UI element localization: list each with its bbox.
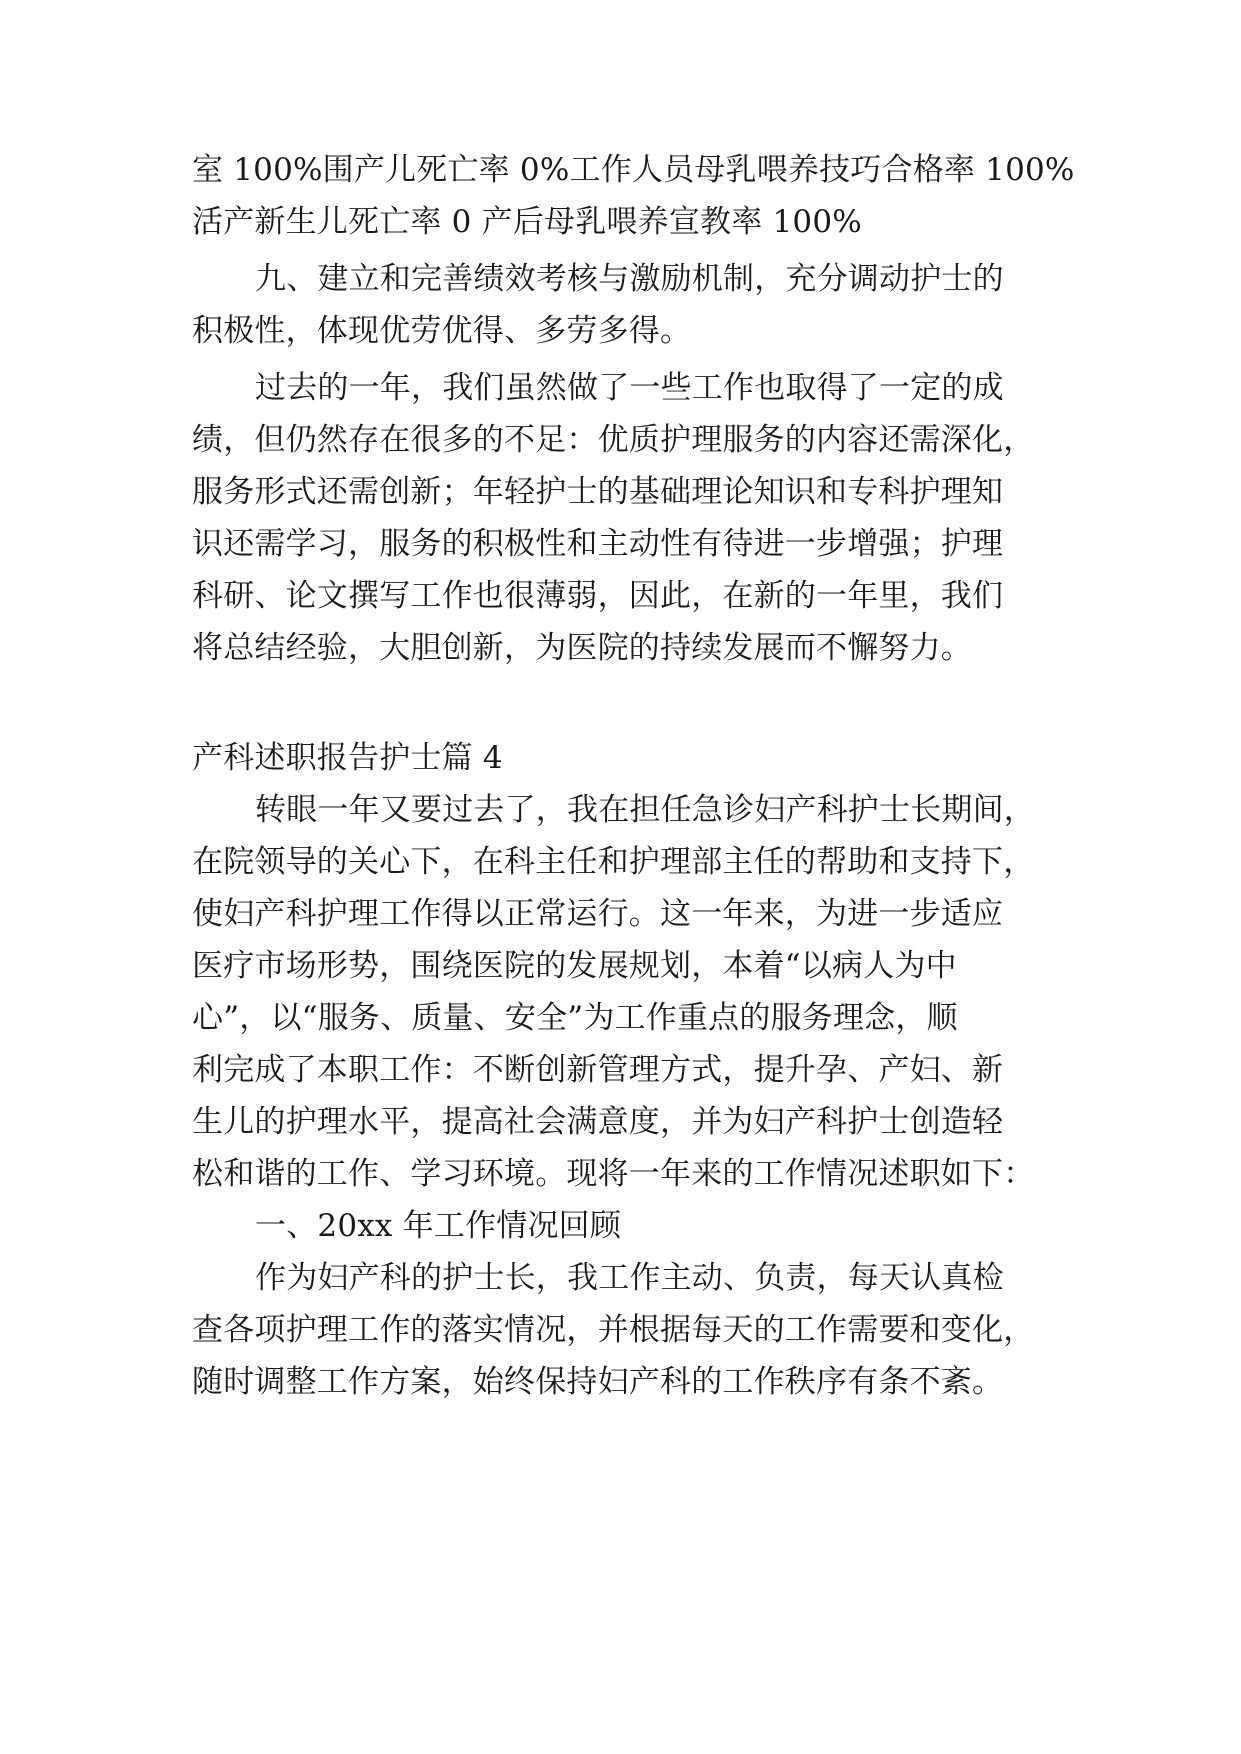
text-line-2: 活产新生儿死亡率 0 产后母乳喂养宣教率 100% (192, 204, 862, 240)
text-line-23: 随时调整工作方案，始终保持妇产科的工作秩序有条不紊。 (192, 1364, 1004, 1400)
text-line-10: 将总结经验，大胆创新，为医院的持续发展而不懈努力。 (192, 630, 972, 666)
text-line-13: 在院领导的关心下，在科主任和护理部主任的帮助和支持下， (192, 844, 1035, 880)
text-line-4: 积极性，体现优劳优得、多劳多得。 (192, 313, 692, 349)
text-line-15: 医疗市场形势，围绕医院的发展规划，本着“以病人为中 (192, 948, 957, 984)
text-line-8: 识还需学习，服务的积极性和主动性有待进一步增强；护理 (192, 526, 1004, 562)
text-line-5: 过去的一年，我们虽然做了一些工作也取得了一定的成 (255, 370, 1004, 406)
text-line-18: 生儿的护理水平，提高社会满意度，并为妇产科护士创造轻 (192, 1104, 1004, 1140)
text-line-6: 绩，但仍然存在很多的不足：优质护理服务的内容还需深化， (192, 422, 1035, 458)
text-line-19: 松和谐的工作、学习环境。现将一年来的工作情况述职如下： (192, 1156, 1035, 1192)
text-line-7: 服务形式还需创新；年轻护士的基础理论知识和专科护理知 (192, 474, 1004, 510)
text-line-16: 心”，以“服务、质量、安全”为工作重点的服务理念，顺 (192, 1000, 958, 1036)
subheading: 一、20xx 年工作情况回顾 (255, 1208, 622, 1244)
text-line-1: 室 100%围产儿死亡率 0%工作人员母乳喂养技巧合格率 100% (192, 152, 1075, 188)
text-line-14: 使妇产科护理工作得以正常运行。这一年来，为进一步适应 (192, 896, 1004, 932)
text-line-17: 利完成了本职工作：不断创新管理方式，提升孕、产妇、新 (192, 1052, 1004, 1088)
section-heading: 产科述职报告护士篇 4 (192, 740, 503, 776)
text-line-12: 转眼一年又要过去了，我在担任急诊妇产科护士长期间， (255, 792, 1035, 828)
text-line-22: 查各项护理工作的落实情况，并根据每天的工作需要和变化， (192, 1312, 1035, 1348)
text-line-21: 作为妇产科的护士长，我工作主动、负责，每天认真检 (255, 1260, 1004, 1296)
text-line-3: 九、建立和完善绩效考核与激励机制，充分调动护士的 (255, 261, 1004, 297)
text-line-9: 科研、论文撰写工作也很薄弱，因此，在新的一年里，我们 (192, 578, 1004, 614)
